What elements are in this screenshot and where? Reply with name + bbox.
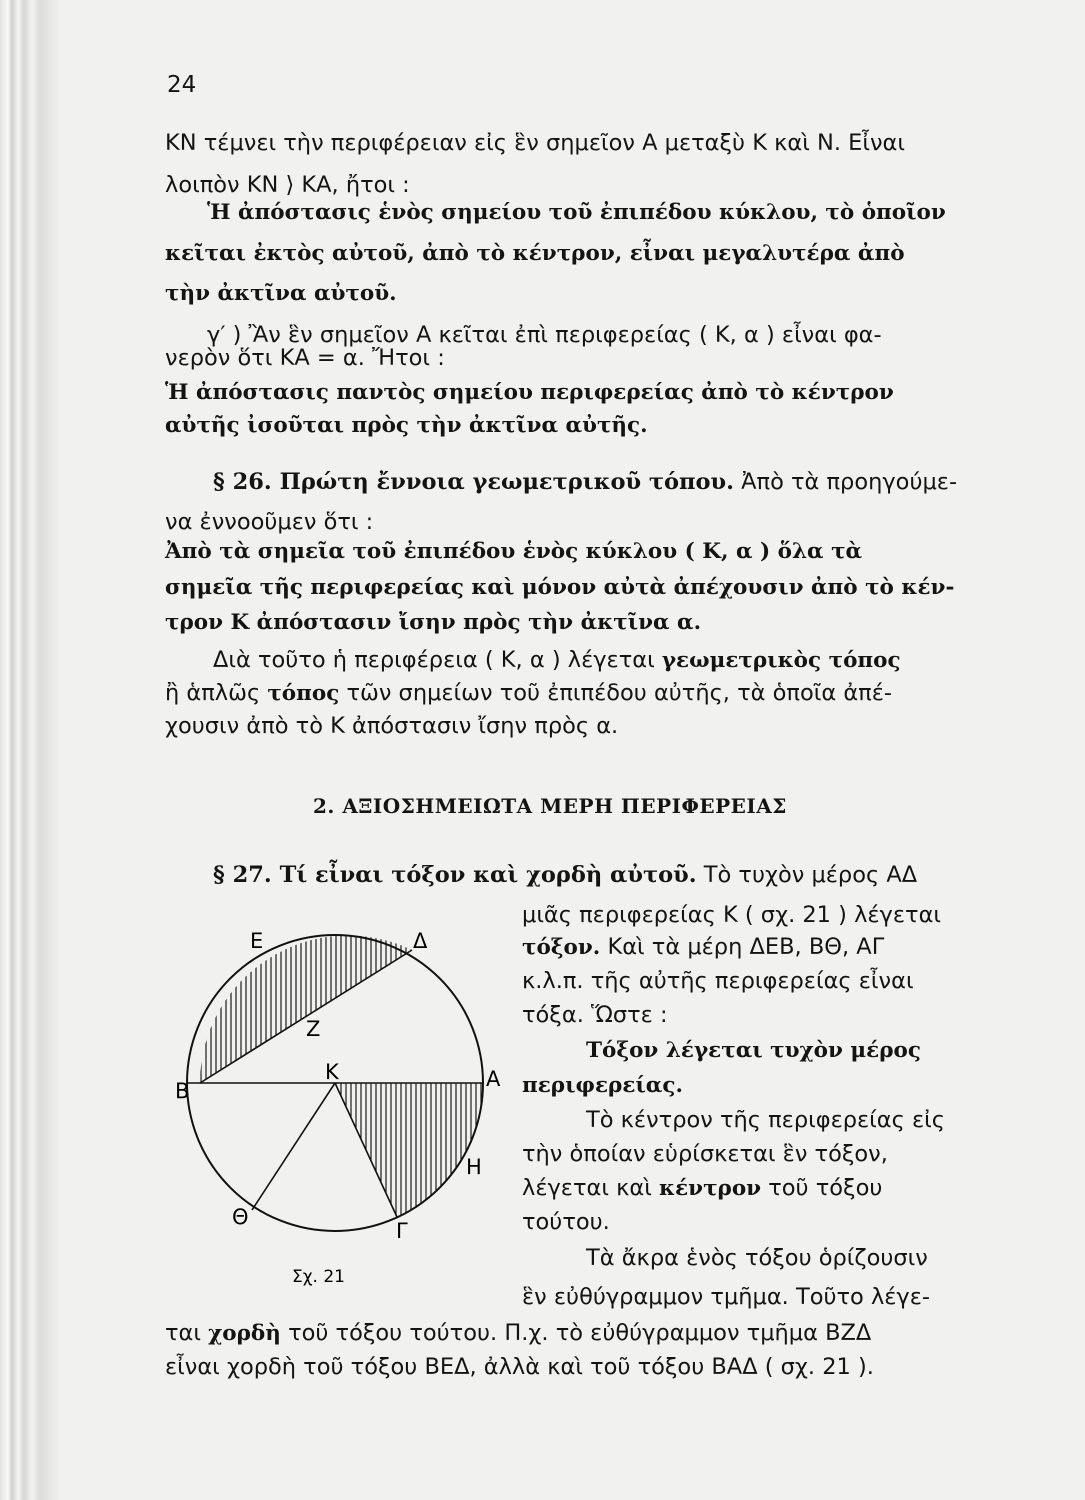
term-geometric-locus: γεωμετρικὸς τόπος bbox=[661, 648, 901, 673]
paragraph-line: εἶναι χορδὴ τοῦ τόξου ΒΕΔ, ἀλλὰ καὶ τοῦ τόξου ΒΑΔ ( σχ. 21 ). bbox=[165, 1354, 874, 1380]
paragraph-line: λέγεται καὶ κέντρον τοῦ τόξου bbox=[522, 1175, 883, 1201]
term-locus: τόπος bbox=[267, 681, 340, 706]
section-heading: 2. ΑΞΙΟΣΗΜΕΙΩΤΑ ΜΕΡΗ ΠΕΡΙΦΕΡΕΙΑΣ bbox=[313, 794, 787, 818]
radius-KTh bbox=[252, 1083, 335, 1210]
section-27-text: Τὸ τυχὸν μέρος ΑΔ bbox=[703, 862, 918, 888]
rule-line: τὴν ἀκτῖνα αὐτοῦ. bbox=[165, 281, 397, 306]
label-A: Α bbox=[486, 1067, 501, 1091]
term-center: κέντρον bbox=[658, 1176, 762, 1201]
paragraph-line: Διὰ τοῦτο ἡ περιφέρεια ( Κ, α ) λέγεται γεωμετρικὸς τόπος bbox=[213, 647, 901, 673]
label-Z: Ζ bbox=[306, 1017, 321, 1041]
paragraph-line: Τὰ ἄκρα ἑνὸς τόξου ὁρίζουσιν bbox=[586, 1245, 928, 1271]
rule-line: Ἀπὸ τὰ σημεῖα τοῦ ἐπιπέδου ἑνὸς κύκλου ( Κ, α ) ὅλα τὰ bbox=[165, 539, 863, 564]
rule-line: σημεῖα τῆς περιφερείας καὶ μόνον αὐτὰ ἀπέχουσιν ἀπὸ τὸ κέν- bbox=[165, 575, 955, 600]
paragraph-line: κ.λ.π. τῆς αὐτῆς περιφερείας εἶναι bbox=[522, 968, 914, 994]
paragraph-line: να ἐννοοῦμεν ὅτι : bbox=[165, 509, 374, 535]
term-arc: τόξον. bbox=[522, 935, 601, 960]
rule-line: Ἡ ἀπόστασις παντὸς σημείου περιφερείας ἀπὸ τὸ κέντρον bbox=[165, 380, 894, 405]
paragraph-line: τόξα. Ὥστε : bbox=[522, 1002, 668, 1028]
circle-diagram bbox=[170, 920, 510, 1290]
figure-caption: Σχ. 21 bbox=[292, 1267, 346, 1287]
paragraph-line: τόξον. Καὶ τὰ μέρη ΔΕΒ, ΒΘ, ΑΓ bbox=[522, 934, 885, 960]
paragraph-line: τούτου. bbox=[522, 1209, 610, 1235]
label-H: Η bbox=[466, 1155, 482, 1179]
rule-line: Ἡ ἀπόστασις ἑνὸς σημείου τοῦ ἐπιπέδου κύκλου, τὸ ὁποῖον bbox=[207, 200, 946, 225]
label-D: Δ bbox=[413, 929, 428, 953]
hatched-segment-BED bbox=[200, 935, 412, 1083]
label-E: Ε bbox=[250, 929, 264, 953]
definition-line: Τόξον λέγεται τυχὸν μέρος bbox=[586, 1038, 921, 1063]
rule-line: κεῖται ἐκτὸς αὐτοῦ, ἀπὸ τὸ κέντρον, εἶναι μεγαλυτέρα ἀπὸ bbox=[165, 241, 905, 266]
definition-line: περιφερείας. bbox=[522, 1073, 683, 1098]
paragraph-line: ἓν εὐθύγραμμον τμῆμα. Τοῦτο λέγε- bbox=[522, 1284, 931, 1310]
paragraph-line: χουσιν ἀπὸ τὸ Κ ἀπόστασιν ἴσην πρὸς α. bbox=[165, 713, 619, 739]
paragraph-line: νερὸν ὅτι ΚΑ = α. Ἤτοι : bbox=[165, 345, 445, 371]
paragraph-line: ται χορδὴ τοῦ τόξου τούτου. Π.χ. τὸ εὐθύγραμμον τμῆμα ΒΖΔ bbox=[165, 1320, 872, 1346]
figure-21 bbox=[170, 920, 510, 1290]
section-27-title-line bbox=[213, 860, 917, 890]
label-Th: Θ bbox=[232, 1205, 249, 1229]
paragraph-line: μιᾶς περιφερείας Κ ( σχ. 21 ) λέγεται bbox=[522, 902, 942, 928]
paragraph-line: λοιπὸν ΚΝ ⟩ ΚΑ, ἤτοι : bbox=[165, 172, 410, 198]
section-26-text: Ἀπὸ τὰ προηγούμε- bbox=[741, 469, 958, 495]
rule-line: τρον Κ ἀπόστασιν ἴσην πρὸς τὴν ἀκτῖνα α. bbox=[165, 610, 702, 635]
section-26-title-line bbox=[213, 467, 957, 497]
paragraph-line: ἢ ἁπλῶς τόπος τῶν σημείων τοῦ ἐπιπέδου αὐτῆς, τὰ ὁποῖα ἀπέ- bbox=[165, 680, 892, 706]
paragraph-line: τὴν ὁποίαν εὑρίσκεται ἓν τόξον, bbox=[522, 1141, 888, 1167]
label-G: Γ bbox=[396, 1219, 408, 1243]
page-number: 24 bbox=[167, 72, 197, 98]
hatched-sector-KAG bbox=[335, 1083, 483, 1217]
label-B: Β bbox=[175, 1079, 190, 1103]
paragraph-line: γ′ ) Ἂν ἓν σημεῖον Α κεῖται ἐπὶ περιφερείας ( Κ, α ) εἶναι φα- bbox=[207, 322, 882, 348]
paragraph-line: ΚΝ τέμνει τὴν περιφέρειαν εἰς ἓν σημεῖον Α μεταξὺ Κ καὶ Ν. Εἶναι bbox=[165, 130, 905, 156]
rule-line: αὐτῆς ἰσοῦται πρὸς τὴν ἀκτῖνα αὐτῆς. bbox=[165, 413, 648, 438]
paragraph-line: Τὸ κέντρον τῆς περιφερείας εἰς bbox=[586, 1107, 945, 1133]
term-chord: χορδὴ bbox=[208, 1321, 281, 1346]
label-K: Κ bbox=[325, 1060, 339, 1084]
section-26-title: § 26. Πρώτη ἔννοια γεωμετρικοῦ τόπου. bbox=[213, 469, 734, 495]
section-27-title: § 27. Τί εἶναι τόξον καὶ χορδὴ αὐτοῦ. bbox=[213, 862, 697, 888]
